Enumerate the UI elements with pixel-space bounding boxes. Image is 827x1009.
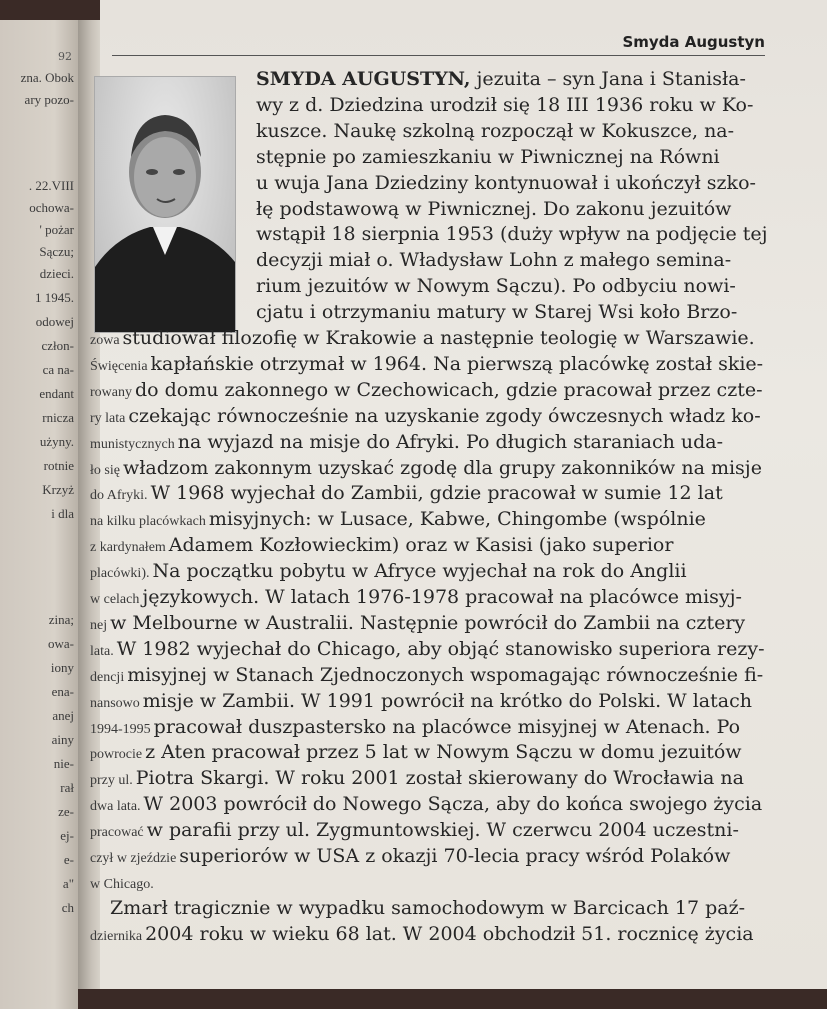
line-text: stępnie po zamieszkaniu w Piwnicznej na Równi: [256, 145, 720, 168]
left-page-fragment: ena-: [51, 684, 74, 699]
text-line: [256, 171, 756, 195]
left-page-fragment: a": [62, 876, 74, 891]
line-prefix: na kilku placówkach: [90, 514, 206, 530]
text-line: [90, 922, 754, 949]
entry-name: SMYDA AUGUSTYN,: [256, 68, 471, 90]
line-prefix: 1994-1995: [90, 721, 151, 737]
line-prefix: w celach: [90, 592, 140, 607]
text-line: [90, 456, 762, 483]
line-prefix: ry lata: [90, 410, 126, 426]
left-page-fragment: użyny.: [39, 434, 74, 449]
left-page-fragment: ary pozo-: [24, 92, 74, 107]
line-text: Zmarł tragicznie w wypadku samochodowym w Barcicach 17 paź-: [110, 896, 746, 919]
text-line: [256, 222, 768, 246]
text-line: [90, 637, 765, 664]
running-header: Smyda Augustyn: [622, 33, 765, 51]
text-line: [90, 689, 752, 716]
left-page-fragment: . 22.VIII: [28, 178, 74, 193]
line-prefix: powrocie: [90, 747, 143, 763]
left-page-number: 92: [58, 50, 72, 63]
line-text: misyjnych: w Lusace, Kabwe, Chingombe (wspólnie: [208, 508, 706, 531]
text-line: [90, 818, 739, 845]
line-text: 2004 roku w wieku 68 lat. W 2004 obchodził 51. rocznicę życia: [145, 922, 754, 945]
left-page-fragment: ochowa-: [29, 200, 74, 215]
line-prefix: ło się: [90, 462, 120, 478]
left-page-fragment: rał: [60, 780, 74, 795]
left-page-fragment: odowej: [35, 314, 74, 329]
line-text: superiorów w USA z okazji 70-lecia pracy wśród Polaków: [179, 845, 731, 867]
line-text: Adamem Kozłowieckim) oraz w Kasisi (jako superior: [168, 534, 674, 557]
text-line: [90, 844, 730, 871]
left-page-fragment: Krzyż: [42, 482, 74, 497]
text-line: [90, 481, 723, 508]
left-page-fragment: ze-: [58, 804, 74, 819]
line-text: W 1982 wyjechał do Chicago, aby objąć stanowisko superiora rezy-: [116, 637, 765, 660]
line-text: Na początku pobytu w Afryce wyjechał na rok do Anglii: [152, 560, 687, 583]
text-line: [90, 507, 706, 534]
left-page-fragment: endant: [39, 386, 74, 401]
text-line: [90, 715, 740, 742]
left-page-fragment: ainy: [51, 732, 74, 747]
line-text: studiował filozofię w Krakowie a następnie teologię w Warszawie.: [122, 327, 755, 349]
left-page-fragment: dzieci.: [39, 266, 74, 281]
line-prefix: przy ul.: [90, 773, 133, 789]
left-page-fragment: ch: [61, 900, 74, 915]
left-page-fragment: człon-: [41, 338, 74, 353]
text-line: [90, 404, 761, 431]
line-text: decyzji miał o. Władysław Lohn z małego semina-: [256, 249, 732, 272]
line-text: językowych. W latach 1976-1978 pracował na placówce misyj-: [142, 586, 742, 608]
line-text: kapłańskie otrzymał w 1964. Na pierwszą placówkę został skie-: [150, 352, 764, 375]
left-page-fragment: 1 1945.: [35, 290, 74, 305]
line-prefix: czył w zjeździe: [90, 851, 177, 866]
line-text: na wyjazd na misje do Afryki. Po długich staraniach uda-: [177, 430, 724, 453]
line-text: misje w Zambii. W 1991 powrócił na krótko do Polski. W latach: [142, 689, 752, 712]
line-text: łę podstawową w Piwnicznej. Do zakonu jezuitów: [256, 197, 732, 220]
text-line: [90, 533, 673, 560]
left-page-fragment: ej-: [60, 828, 74, 843]
line-text: Piotra Skargi. W roku 2001 został skierowany do Wrocławia na: [135, 767, 744, 790]
line-text: władzom zakonnym uzyskać zgodę dla grupy zakonników na misje: [122, 456, 762, 479]
text-line: [90, 378, 763, 405]
left-page-fragment: rotnie: [43, 458, 74, 473]
text-line: [90, 559, 687, 586]
text-line: [90, 766, 744, 793]
text-line: [256, 145, 720, 169]
text-line: [90, 352, 763, 379]
line-prefix: dwa lata.: [90, 799, 141, 815]
line-text: cjatu i otrzymaniu matury w Starej Wsi koło Brzo-: [256, 301, 738, 324]
text-line: [256, 93, 753, 117]
text-line: [90, 870, 157, 897]
line-text: wstąpił 18 sierpnia 1953 (duży wpływ na podjęcie tej: [256, 223, 768, 246]
line-prefix: dencji: [90, 669, 125, 685]
left-page-fragment: rnicza: [42, 410, 74, 425]
text-line: [256, 300, 737, 324]
text-line: [90, 611, 745, 638]
line-prefix: dziernika: [90, 928, 143, 944]
line-prefix: do Afryki.: [90, 488, 148, 504]
text-line: [256, 197, 731, 221]
line-prefix: Święcenia: [90, 358, 148, 374]
line-text: kuszce. Naukę szkolną rozpoczął w Kokuszce, na-: [256, 119, 735, 142]
left-page-fragment: ' pożar: [39, 222, 74, 237]
line-prefix: placówki).: [90, 566, 150, 582]
text-line: [256, 248, 731, 272]
line-text: w parafii przy ul. Zygmuntowskiej. W czerwcu 2004 uczestni-: [146, 819, 739, 842]
line-text: w Melbourne w Australii. Następnie powrócił do Zambii na cztery: [110, 611, 746, 634]
left-page-fragment: anej: [52, 708, 74, 723]
left-page-fragment: Sączu;: [39, 244, 74, 259]
line-prefix: w Chicago.: [90, 876, 154, 892]
line-prefix: z kardynałem: [90, 540, 166, 556]
text-line: [90, 740, 742, 767]
line-prefix: lata.: [90, 643, 114, 659]
line-prefix: nej: [90, 617, 108, 633]
left-page-fragment: ca na-: [42, 362, 74, 377]
line-text: jezuita – syn Jana i Stanisła-: [470, 68, 746, 90]
left-page-fragment: owa-: [48, 636, 74, 651]
line-text: W 2003 powrócił do Nowego Sącza, aby do końca swojego życia: [143, 793, 763, 816]
left-page-fragment: e-: [63, 852, 74, 867]
text-line: [110, 896, 745, 920]
line-text: do domu zakonnego w Czechowicach, gdzie pracował przez czte-: [135, 378, 763, 401]
text-line: [256, 119, 734, 143]
line-prefix: pracować: [90, 825, 144, 841]
text-line: [90, 430, 723, 457]
entry-text: [90, 0, 827, 989]
left-page-fragment: zina;: [48, 612, 74, 627]
line-text: u wuja Jana Dziedziny kontynuował i ukończył szko-: [256, 171, 756, 194]
line-text: wy z d. Dziedzina urodził się 18 III 1936 roku w Ko-: [256, 93, 754, 116]
line-text: misyjnej w Stanach Zjednoczonych wspomagając równocześnie fi-: [127, 663, 764, 686]
left-page-fragment: iony: [50, 660, 74, 675]
left-page-fragment: nie-: [53, 756, 74, 771]
right-page: [90, 0, 827, 989]
text-line: [256, 67, 746, 91]
line-prefix: nansowo: [90, 695, 140, 711]
left-page-fragment: i dla: [51, 506, 74, 521]
text-line: [90, 585, 742, 612]
line-text: czekając równocześnie na uzyskanie zgody ówczesnych władz ko-: [128, 404, 761, 427]
line-text: z Aten pracował przez 5 lat w Nowym Sączu w domu jezuitów: [145, 741, 742, 764]
text-line: [90, 663, 763, 690]
line-prefix: zowa: [90, 333, 120, 348]
text-line: [90, 326, 755, 353]
left-page-fragment: zna. Obok: [20, 70, 74, 85]
text-line: [90, 792, 762, 819]
line-prefix: munistycznych: [90, 436, 175, 452]
text-line: [256, 274, 736, 298]
line-text: rium jezuitów w Nowym Sączu). Po odbyciu nowi-: [256, 275, 736, 298]
left-page: [0, 20, 78, 1009]
line-prefix: rowany: [90, 384, 132, 400]
line-text: W 1968 wyjechał do Zambii, gdzie pracował w sumie 12 lat: [150, 482, 723, 505]
line-text: pracował duszpastersko na placówce misyjnej w Atenach. Po: [153, 715, 741, 738]
